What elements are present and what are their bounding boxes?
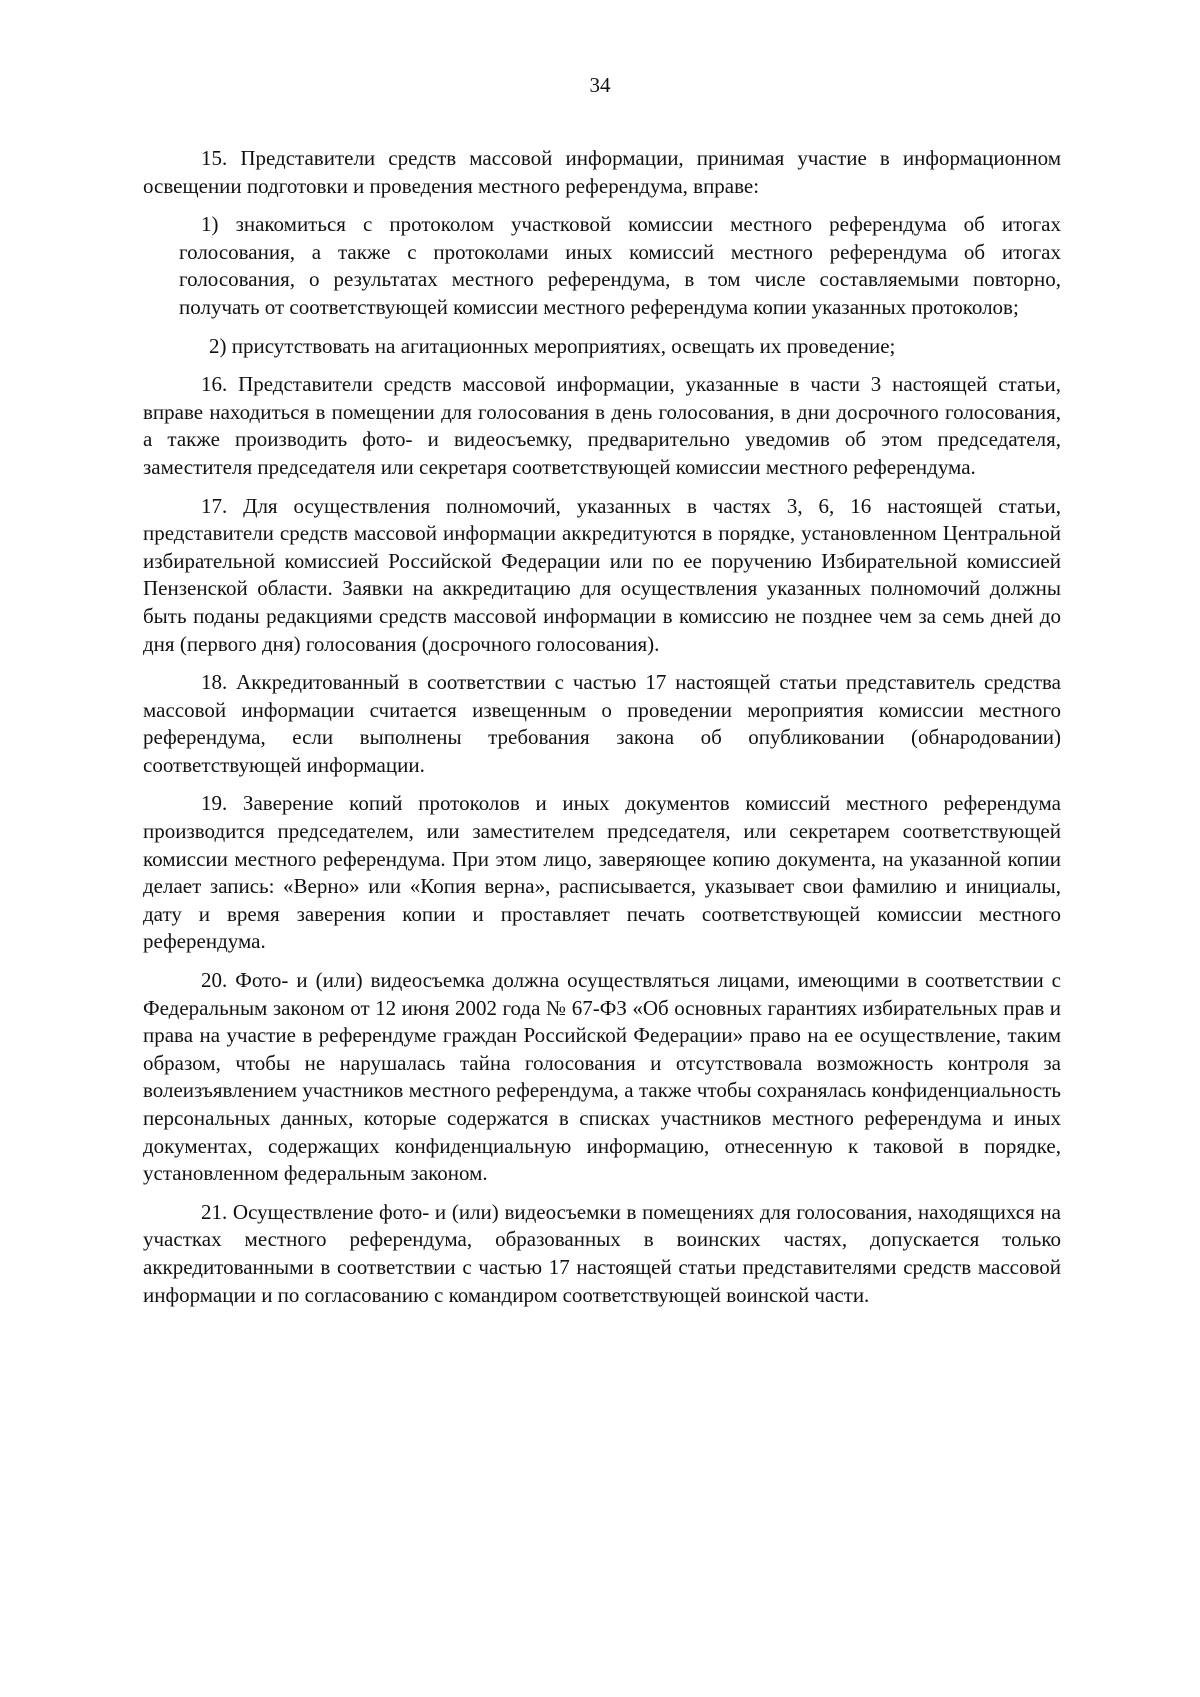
document-body (143, 145, 1061, 1320)
paragraph-21: 21. Осуществление фото- и (или) видеосъемки в помещениях для голосования, находящихся на участках местного референдума, образованных в воинских частях, допускается только аккредитованными в соответствии с частью 17 настоящей статьи представителями средств массовой информации и по согласованию с командиром соответствующей воинской части. (143, 1199, 1061, 1307)
paragraph-15-item-1: 1) знакомиться с протоколом участковой комиссии местного референдума об итогах голосования, а также с протоколами иных комиссий местного референдума об итогах голосования, о результатах местного референдума, в том числе составляемыми повторно, получать от соответствующей комиссии местного референдума копии указанных протоколов; (179, 212, 1061, 319)
paragraph-20: 20. Фото- и (или) видеосъемка должна осуществляться лицами, имеющими в соответствии с Федеральным законом от 12 июня 2002 года № 67-ФЗ «Об основных гарантиях избирательных прав и права на участие в референдуме граждан Российской Федерации» право на ее осуществление, таким образом, чтобы не нарушалась тайна голосования и отсутствовала возможность контроля за волеизъявлением участников местного референдума, а также чтобы сохранялась конфиденциальность персональных данных, которые содержатся в списках участников местного референдума и иных документах, содержащих конфиденциальную информацию, отнесенную к таковой в порядке, установленном федеральным законом. (143, 968, 1061, 1186)
page-number: 34 (589, 73, 611, 97)
paragraph-18: 18. Аккредитованный в соответствии с частью 17 настоящей статьи представитель средства массовой информации считается извещенным о проведении мероприятия комиссии местного референдума, если выполнены требования закона об опубликовании (обнародовании) соответствующей информации. (143, 670, 1061, 777)
paragraph-19: 19. Заверение копий протоколов и иных документов комиссий местного референдума производится председателем, или заместителем председателя, или секретарем соответствующей комиссии местного референдума. При этом лицо, заверяющее копию документа, на указанной копии делает запись: «Верно» или «Копия верна», расписывается, указывает свои фамилию и инициалы, дату и время заверения копии и проставляет печать соответствующей комиссии местного референдума. (143, 791, 1061, 954)
paragraph-15-item-2: 2) присутствовать на агитационных мероприятиях, освещать их проведение; (209, 333, 896, 358)
paragraph-17: 17. Для осуществления полномочий, указанных в частях 3, 6, 16 настоящей статьи, представители средств массовой информации аккредитуются в порядке, установленном Центральной избирательной комиссией Российской Федерации или по ее поручению Избирательной комиссией Пензенской области. Заявки на аккредитацию для осуществления указанных полномочий должны быть поданы редакциями средств массовой информации в комиссию не позднее чем за семь дней до дня (первого дня) голосования (досрочного голосования). (143, 493, 1061, 656)
paragraph-16: 16. Представители средств массовой информации, указанные в части 3 настоящей статьи, вправе находиться в помещении для голосования в день голосования, в дни досрочного голосования, а также производить фото- и видеосъемку, предварительно уведомив об этом председателя, заместителя председателя или секретаря соответствующей комиссии местного референдума. (143, 372, 1061, 479)
paragraph-15: 15. Представители средств массовой информации, принимая участие в информационном освещении подготовки и проведения местного референдума, вправе: (143, 146, 1061, 198)
